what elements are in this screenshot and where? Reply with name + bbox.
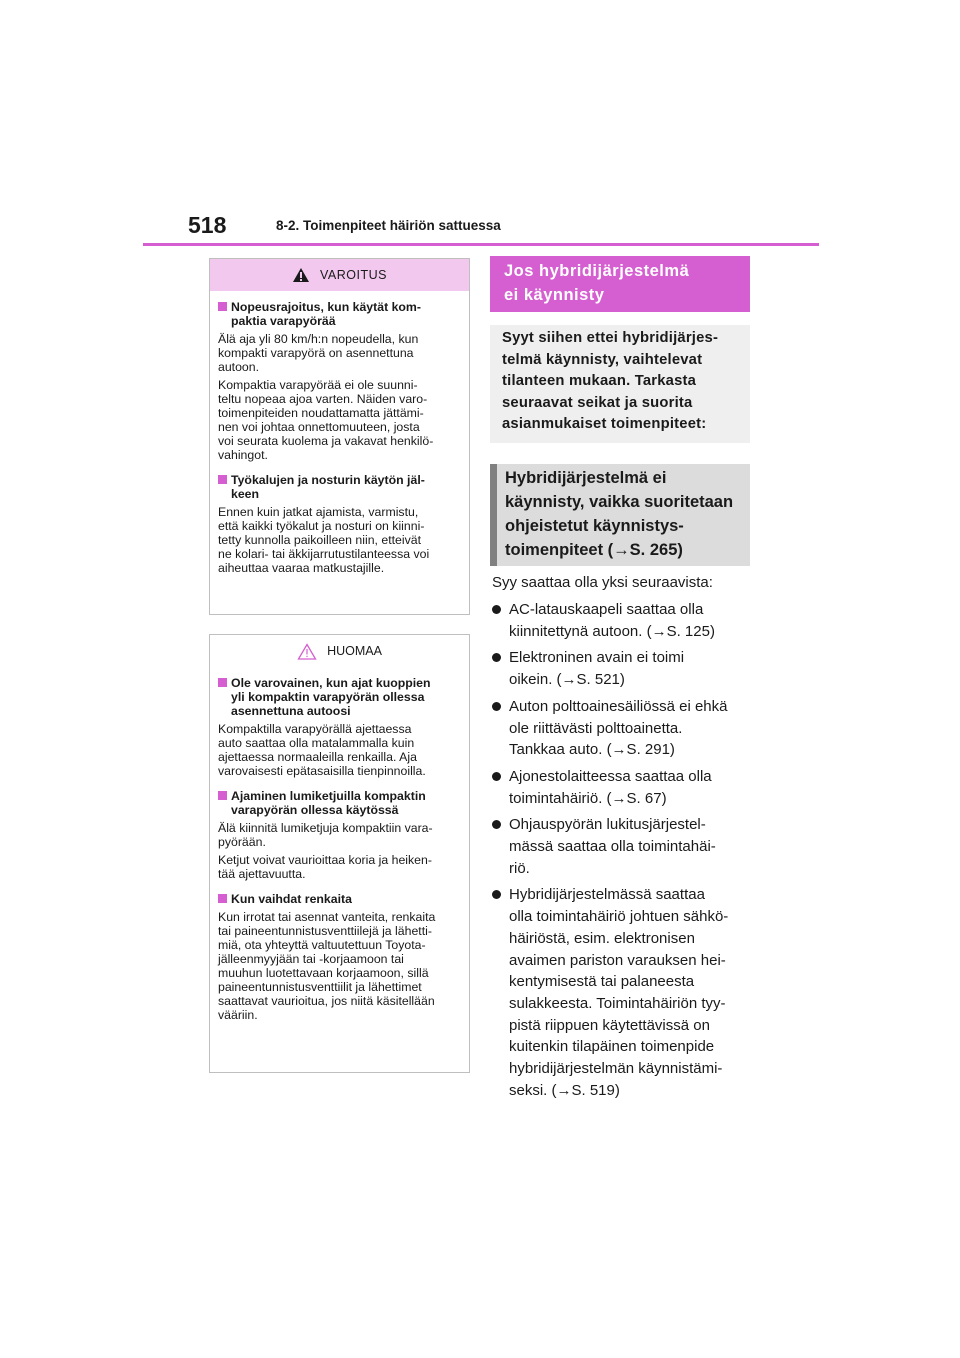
list-item-text: Ajonestolaitteessa saattaa olla toimintahäiriö. (→S. 67) — [509, 767, 712, 807]
bullet-dot-icon — [492, 653, 501, 662]
section-title: 8-2. Toimenpiteet häiriön sattuessa — [276, 218, 501, 233]
warning-paragraph: Ennen kuin jatkat ajamista, varmistu, että kaikki työkalut ja nosturi on kiinni- tetty kunnolla paikoilleen niin, etteivät ne kolari- tai äkkijarrutustilanteessa voi aiheuttaa vaaraa matkustajille. — [218, 505, 430, 575]
warning-triangle-icon — [292, 267, 310, 283]
warning-item-title-text: Työkalujen ja nosturin käytön jäl- keen — [231, 473, 425, 501]
intro-text: Syy saattaa olla yksi seuraavista: — [492, 574, 713, 591]
list-item — [492, 647, 754, 690]
warning-paragraph: Älä aja yli 80 km/h:n nopeudella, kun kompakti varapyörä on asennettuna autoon. — [218, 332, 419, 374]
bullet-dot-icon — [492, 702, 501, 711]
caution-triangle-icon — [297, 643, 317, 660]
summary-box: Syyt siihen ettei hybridijärjes- telmä käynnisty, vaihtelevat tilanteen mukaan. Tarkasta seuraavat seikat ja suorita asianmukaiset toimenpiteet: — [490, 325, 750, 443]
page-number: 518 — [188, 212, 227, 238]
notice-paragraph: Kompaktilla varapyörällä ajettaessa auto saattaa olla matalammalla kuin ajettaessa normaaleilla renkailla. Aja varovaisesti epätasaisilla tienpinnoilla. — [218, 722, 426, 778]
list-item-text: Hybridijärjestelmässä saattaa olla toimintahäiriö johtuen sähkö- häiriöstä, esim. elektronisen avaimen pariston varauksen hei- kentymisestä tai palaneesta sulakkeesta. Toimintahäiriön tyy- pistä riippuen käytettävissä on kuitenkin tilapäinen toimenpide hybridijärjestelmän käynnistämi- seksi. (→S. 519) — [509, 886, 729, 1099]
warning-box — [209, 258, 470, 615]
warning-item-title — [218, 473, 461, 501]
list-item — [492, 766, 754, 809]
bullet-dot-icon — [492, 890, 501, 899]
subheading: Hybridijärjestelmä ei käynnisty, vaikka suoritetaan ohjeistetut käynnistys- toimenpiteet (→S. 265) — [490, 464, 750, 566]
notice-box — [209, 634, 470, 1073]
header-rule — [143, 243, 819, 246]
warning-paragraph: Kompaktia varapyörää ei ole suunni- teltu nopeaa ajoa varten. Näiden varo- toimenpiteiden noudattamatta jättämi- nen voi johtaa onnettomuuteen, josta voi seurata kuolema ja vakavat henkilö- vahingot. — [218, 378, 434, 462]
warning-header — [210, 259, 469, 291]
bullet-square-icon — [218, 475, 227, 484]
notice-paragraph: Älä kiinnitä lumiketjuja kompaktiin vara- pyörään. — [218, 821, 433, 849]
bullet-dot-icon — [492, 605, 501, 614]
notice-header — [210, 635, 469, 667]
cause-list — [492, 599, 754, 1106]
notice-item-title-text: Kun vaihdat renkaita — [231, 892, 352, 906]
notice-paragraph: Ketjut voivat vaurioittaa koria ja heiken- tää ajettavuutta. — [218, 853, 432, 881]
notice-paragraph: Kun irrotat tai asennat vanteita, renkaita tai paineentunnistusventtiilejä ja lähetti- miä, ota yhteyttä valtuutettuun Toyota- jälleenmyyjään tai -korjaamoon tai muuhun luotettavaan korjaamoon, sillä paineentunnistusventtiilit ja lähettimet saattavat vaurioitua, jos niitä käsitellään vääriin. — [218, 910, 436, 1022]
warning-body — [210, 291, 469, 575]
notice-body — [210, 667, 469, 1022]
list-item-text: Elektroninen avain ei toimi oikein. (→S. 521) — [509, 649, 685, 689]
bullet-dot-icon — [492, 820, 501, 829]
list-item-text: Ohjauspyörän lukitusjärjestel- mässä saattaa olla toimintahäi- riö. — [509, 816, 716, 877]
list-item-text: AC-latauskaapeli saattaa olla kiinnitettynä autoon. (→S. 125) — [509, 601, 715, 640]
bullet-dot-icon — [492, 772, 501, 781]
notice-heading: HUOMAA — [327, 644, 382, 658]
section-heading: Jos hybridijärjestelmä ei käynnisty — [490, 256, 750, 312]
notice-item-title — [218, 676, 461, 718]
list-item — [492, 599, 754, 642]
list-item — [492, 696, 754, 761]
bullet-square-icon — [218, 894, 227, 903]
list-item — [492, 814, 754, 879]
notice-item-title — [218, 892, 461, 906]
warning-item-title-text: Nopeusrajoitus, kun käytät kom- paktia varapyörää — [231, 300, 421, 328]
notice-item-title-text: Ole varovainen, kun ajat kuoppien yli kompaktin varapyörän ollessa asennettuna autoosi — [231, 676, 431, 718]
notice-item-title — [218, 789, 461, 817]
bullet-square-icon — [218, 302, 227, 311]
warning-heading: VAROITUS — [320, 268, 387, 282]
notice-item-title-text: Ajaminen lumiketjuilla kompaktin varapyörän ollessa käytössä — [231, 789, 426, 817]
warning-item-title — [218, 300, 461, 328]
list-item-text: Auton polttoainesäiliössä ei ehkä ole riittävästi polttoainetta. Tankkaa auto. (→S. 291) — [509, 697, 728, 759]
bullet-square-icon — [218, 678, 227, 687]
bullet-square-icon — [218, 791, 227, 800]
list-item — [492, 884, 754, 1101]
